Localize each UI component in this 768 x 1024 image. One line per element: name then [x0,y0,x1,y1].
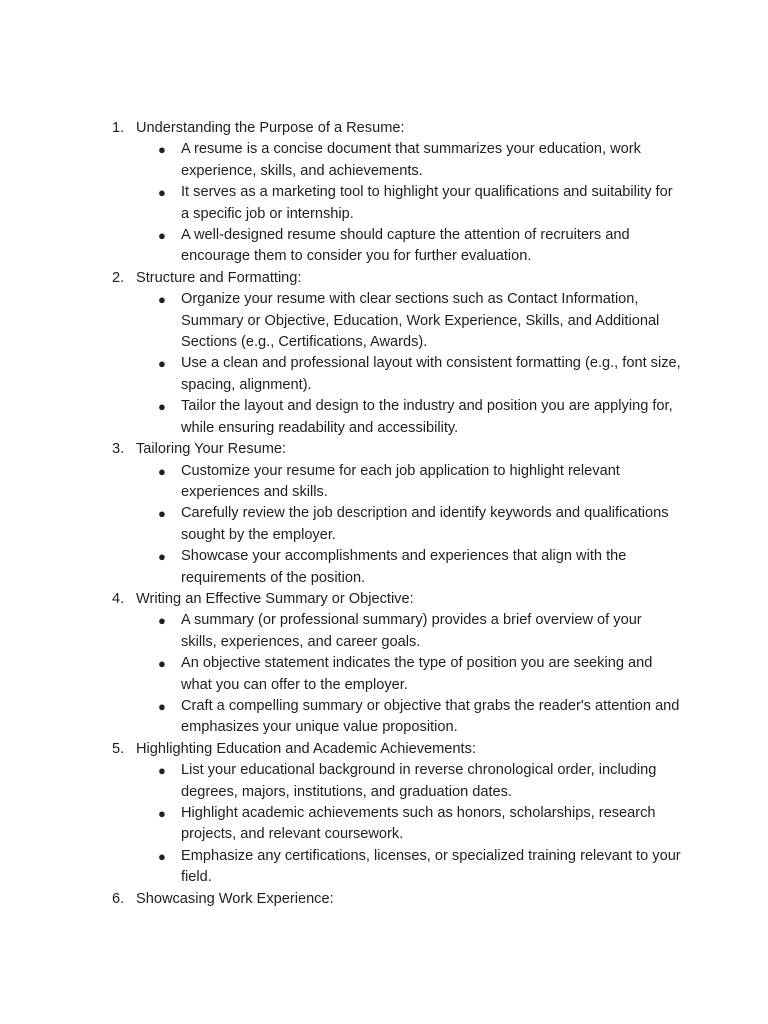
bullet-item [0,846,681,889]
bullet-item [0,225,681,268]
numbered-list [0,118,768,910]
bullet-icon: ● [158,356,166,372]
section-number: 1. [112,120,125,136]
bullet-icon: ● [158,806,166,821]
section-title: Structure and Formatting: [136,269,302,286]
bullet-list [0,139,768,267]
bullet-icon: ● [158,613,166,629]
bullet-icon: ● [158,463,166,479]
bullet-icon: ● [158,142,166,158]
bullet-text: Use a clean and professional layout with consistent formatting (e.g., font size, spacing, alignment). [181,355,681,393]
bullet-item [0,289,681,353]
bullet-text: An objective statement indicates the type of position you are seeking and what you can offer to the employer. [181,655,653,693]
section-number: 6. [112,890,125,907]
list-section [0,589,768,739]
section-number: 3. [112,441,125,458]
bullet-icon: ● [158,506,166,522]
bullet-icon: ● [158,549,166,565]
section-heading [0,889,768,910]
bullet-text: Organize your resume with clear sections such as Contact Information, Summary or Objective, Education, Work Experience, Skills, and Additional Sections (e.g., Certifications, Awards). [181,291,660,351]
section-title: Writing an Effective Summary or Objective: [136,590,414,607]
section-number: 5. [112,740,125,757]
bullet-item [0,461,681,504]
bullet-list [0,461,768,589]
bullet-icon: ● [158,656,166,672]
section-heading [0,439,768,460]
section-title: Tailoring Your Resume: [136,441,287,458]
bullet-icon: ● [158,698,166,714]
bullet-item [0,803,681,846]
bullet-item [0,546,681,589]
bullet-icon: ● [158,848,166,864]
bullet-item [0,696,681,739]
list-section [0,439,768,589]
section-title: Highlighting Education and Academic Achievements: [136,740,476,757]
bullet-item [0,139,681,182]
bullet-icon: ● [158,399,166,415]
section-title: Understanding the Purpose of a Resume: [136,120,405,136]
bullet-text: A summary (or professional summary) provides a brief overview of your skills, experiences, and career goals. [181,612,642,650]
bullet-list [0,289,768,439]
bullet-item [0,396,681,439]
bullet-icon: ● [158,292,166,308]
bullet-icon: ● [158,228,166,244]
bullet-text: Customize your resume for each job application to highlight relevant experiences and skills. [181,462,620,500]
list-section [0,118,768,268]
bullet-text: Showcase your accomplishments and experiences that align with the requirements of the position. [181,548,627,586]
list-section [0,889,768,910]
bullet-icon: ● [158,763,166,779]
bullet-text: Craft a compelling summary or objective that grabs the reader's attention and emphasizes your unique value proposition. [181,697,680,736]
bullet-text: Carefully review the job description and identify keywords and qualifications sought by the employer. [181,505,669,543]
bullet-item [0,610,681,653]
bullet-item [0,653,681,696]
bullet-item [0,353,681,396]
bullet-item [0,503,681,546]
section-number: 2. [112,269,125,286]
section-heading [0,268,768,289]
section-heading [0,118,768,139]
bullet-list [0,610,768,738]
list-section [0,739,768,889]
bullet-text: It serves as a marketing tool to highlight your qualifications and suitability for a specific job or internship. [181,184,673,222]
bullet-text: A well-designed resume should capture the attention of recruiters and encourage them to consider you for further evaluation. [181,227,630,265]
section-heading [0,589,768,610]
bullet-icon: ● [158,185,166,201]
section-heading [0,739,768,760]
section-title: Showcasing Work Experience: [136,890,334,907]
list-section [0,268,768,439]
bullet-text: Highlight academic achievements such as honors, scholarships, research projects, and relevant coursework. [181,805,656,843]
bullet-text: List your educational background in reverse chronological order, including degrees, majors, institutions, and graduation dates. [181,762,657,800]
bullet-list [0,760,768,888]
bullet-text: Tailor the layout and design to the industry and position you are applying for, while ensuring readability and accessibility. [181,398,673,436]
bullet-item [0,182,681,225]
bullet-text: Emphasize any certifications, licenses, or specialized training relevant to your field. [181,847,681,886]
bullet-text: A resume is a concise document that summarizes your education, work experience, skills, and achievements. [181,141,641,179]
bullet-item [0,760,681,803]
section-number: 4. [112,590,125,607]
